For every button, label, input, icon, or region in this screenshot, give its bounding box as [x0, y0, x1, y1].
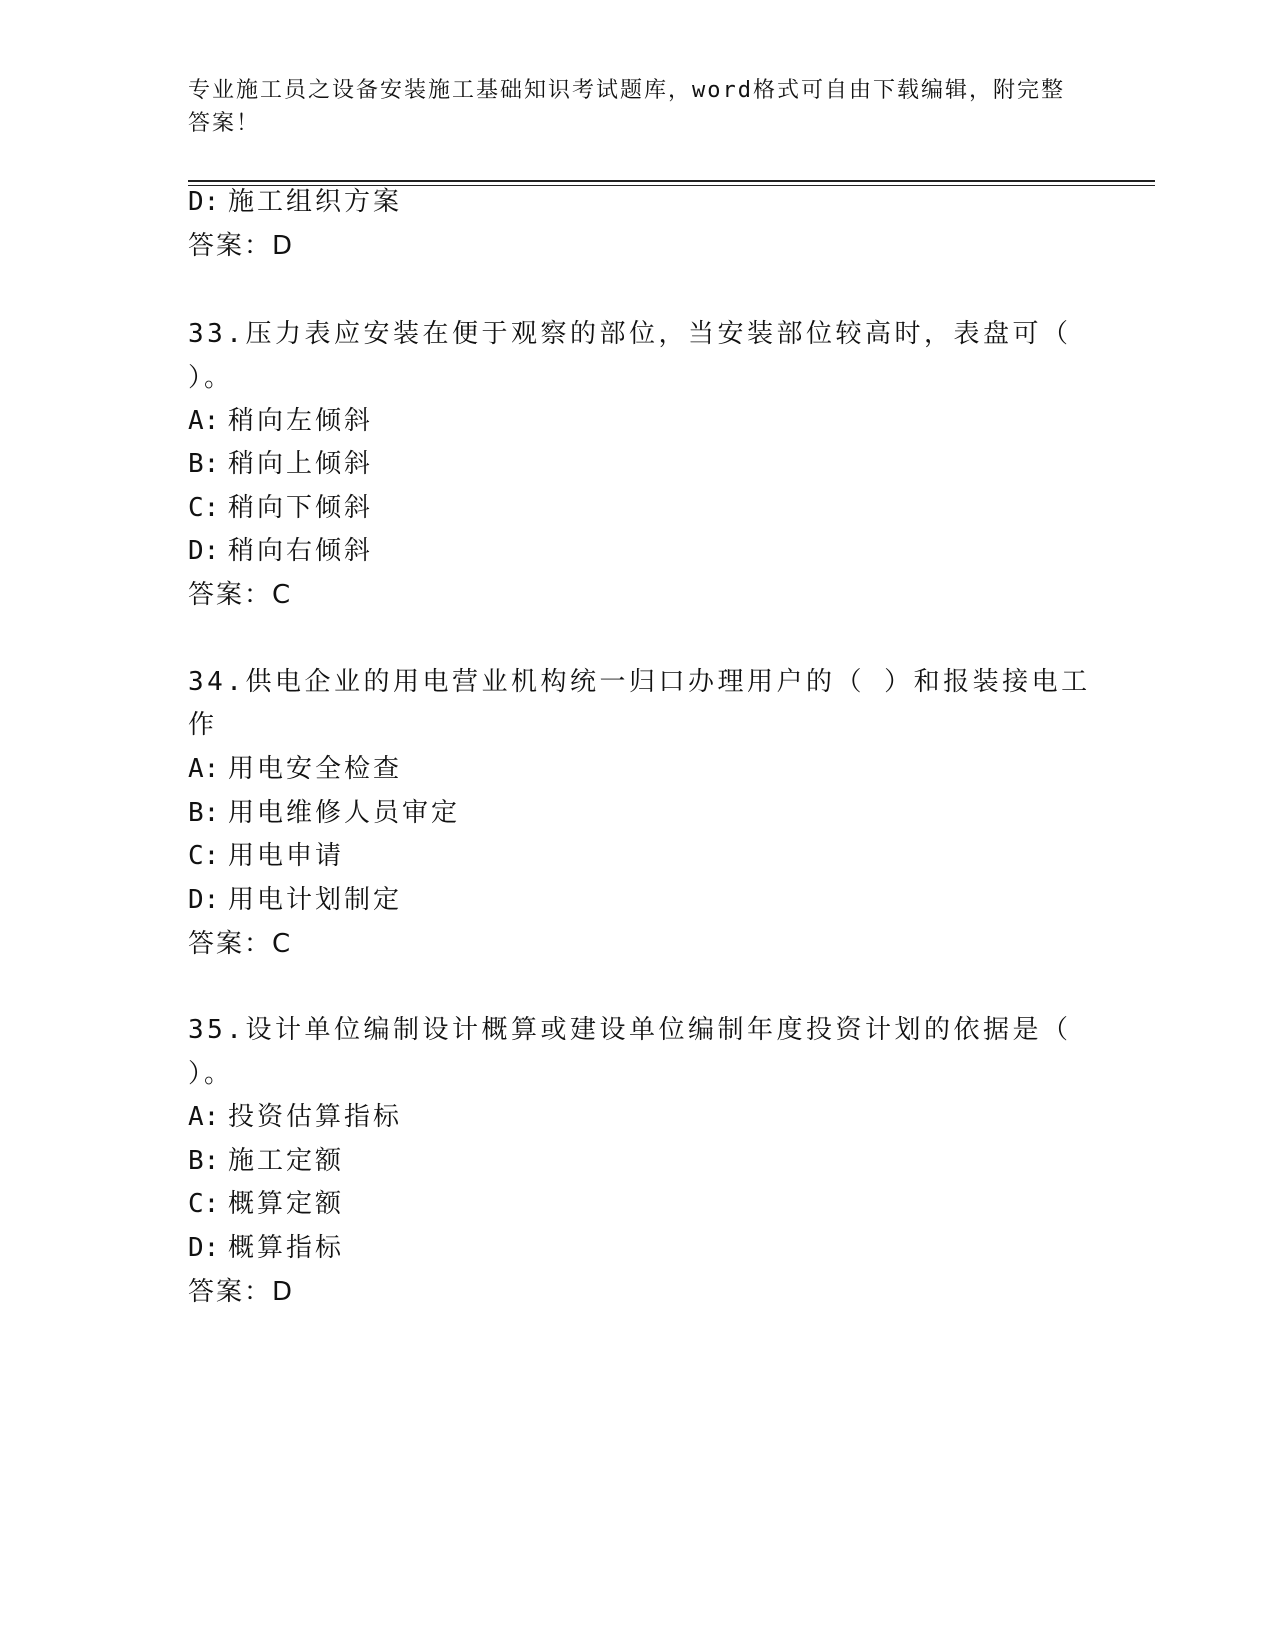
option-label: D: — [188, 1233, 220, 1263]
option-label: A: — [188, 754, 220, 784]
option-label: D: — [188, 885, 220, 915]
option-text: 施工定额 — [228, 1146, 345, 1176]
option-text: 概算定额 — [228, 1189, 345, 1219]
question-33-option-b — [188, 446, 373, 482]
question-33-stem-line1: 33.压力表应安装在便于观察的部位，当安装部位较高时，表盘可（ — [188, 319, 1072, 349]
question-34-option-b — [188, 795, 460, 831]
option-text: 稍向右倾斜 — [228, 536, 374, 566]
question-35-option-c — [188, 1186, 344, 1222]
option-label: A: — [188, 406, 220, 436]
prev-answer: 答案：D — [188, 231, 295, 261]
option-label: C: — [188, 493, 220, 523]
question-33-option-c — [188, 490, 373, 526]
question-33-option-a — [188, 403, 373, 439]
question-33-answer: 答案：C — [188, 580, 293, 610]
option-label: B: — [188, 449, 220, 479]
question-34-stem-line2: 作 — [188, 710, 218, 740]
question-33-stem-line2: ）。 — [188, 363, 234, 393]
question-34-option-a — [188, 751, 402, 787]
question-34-option-d — [188, 882, 402, 918]
option-text: 概算指标 — [228, 1233, 345, 1263]
option-label: A: — [188, 1102, 220, 1132]
question-35-option-b — [188, 1143, 344, 1179]
question-33-option-d — [188, 533, 373, 569]
option-label: D: — [188, 536, 220, 566]
question-34-stem-line1: 34.供电企业的用电营业机构统一归口办理用户的（ ）和报装接电工 — [188, 667, 1091, 697]
question-35-stem-line2: ）。 — [188, 1059, 234, 1089]
question-35-option-a — [188, 1099, 402, 1135]
option-label: D: — [188, 187, 220, 217]
question-35-option-d — [188, 1230, 344, 1266]
option-text: 用电安全检查 — [228, 754, 403, 784]
option-text: 施工组织方案 — [228, 187, 403, 217]
prev-option-d — [188, 184, 402, 220]
option-label: C: — [188, 841, 220, 871]
option-text: 用电计划制定 — [228, 885, 403, 915]
option-text: 稍向下倾斜 — [228, 493, 374, 523]
option-label: B: — [188, 1146, 220, 1176]
question-35-answer: 答案：D — [188, 1277, 295, 1307]
option-label: B: — [188, 798, 220, 828]
option-text: 投资估算指标 — [228, 1102, 403, 1132]
header-divider-thick — [188, 180, 1155, 182]
question-35-stem-line1: 35.设计单位编制设计概算或建设单位编制年度投资计划的依据是（ — [188, 1015, 1072, 1045]
question-34-answer: 答案：C — [188, 929, 293, 959]
option-text: 稍向左倾斜 — [228, 406, 374, 436]
option-text: 用电申请 — [228, 841, 345, 871]
document-header: 专业施工员之设备安装施工基础知识考试题库，word格式可自由下载编辑，附完整答案！ — [188, 78, 1065, 136]
option-text: 稍向上倾斜 — [228, 449, 374, 479]
option-label: C: — [188, 1189, 220, 1219]
option-text: 用电维修人员审定 — [228, 798, 461, 828]
question-34-option-c — [188, 838, 344, 874]
